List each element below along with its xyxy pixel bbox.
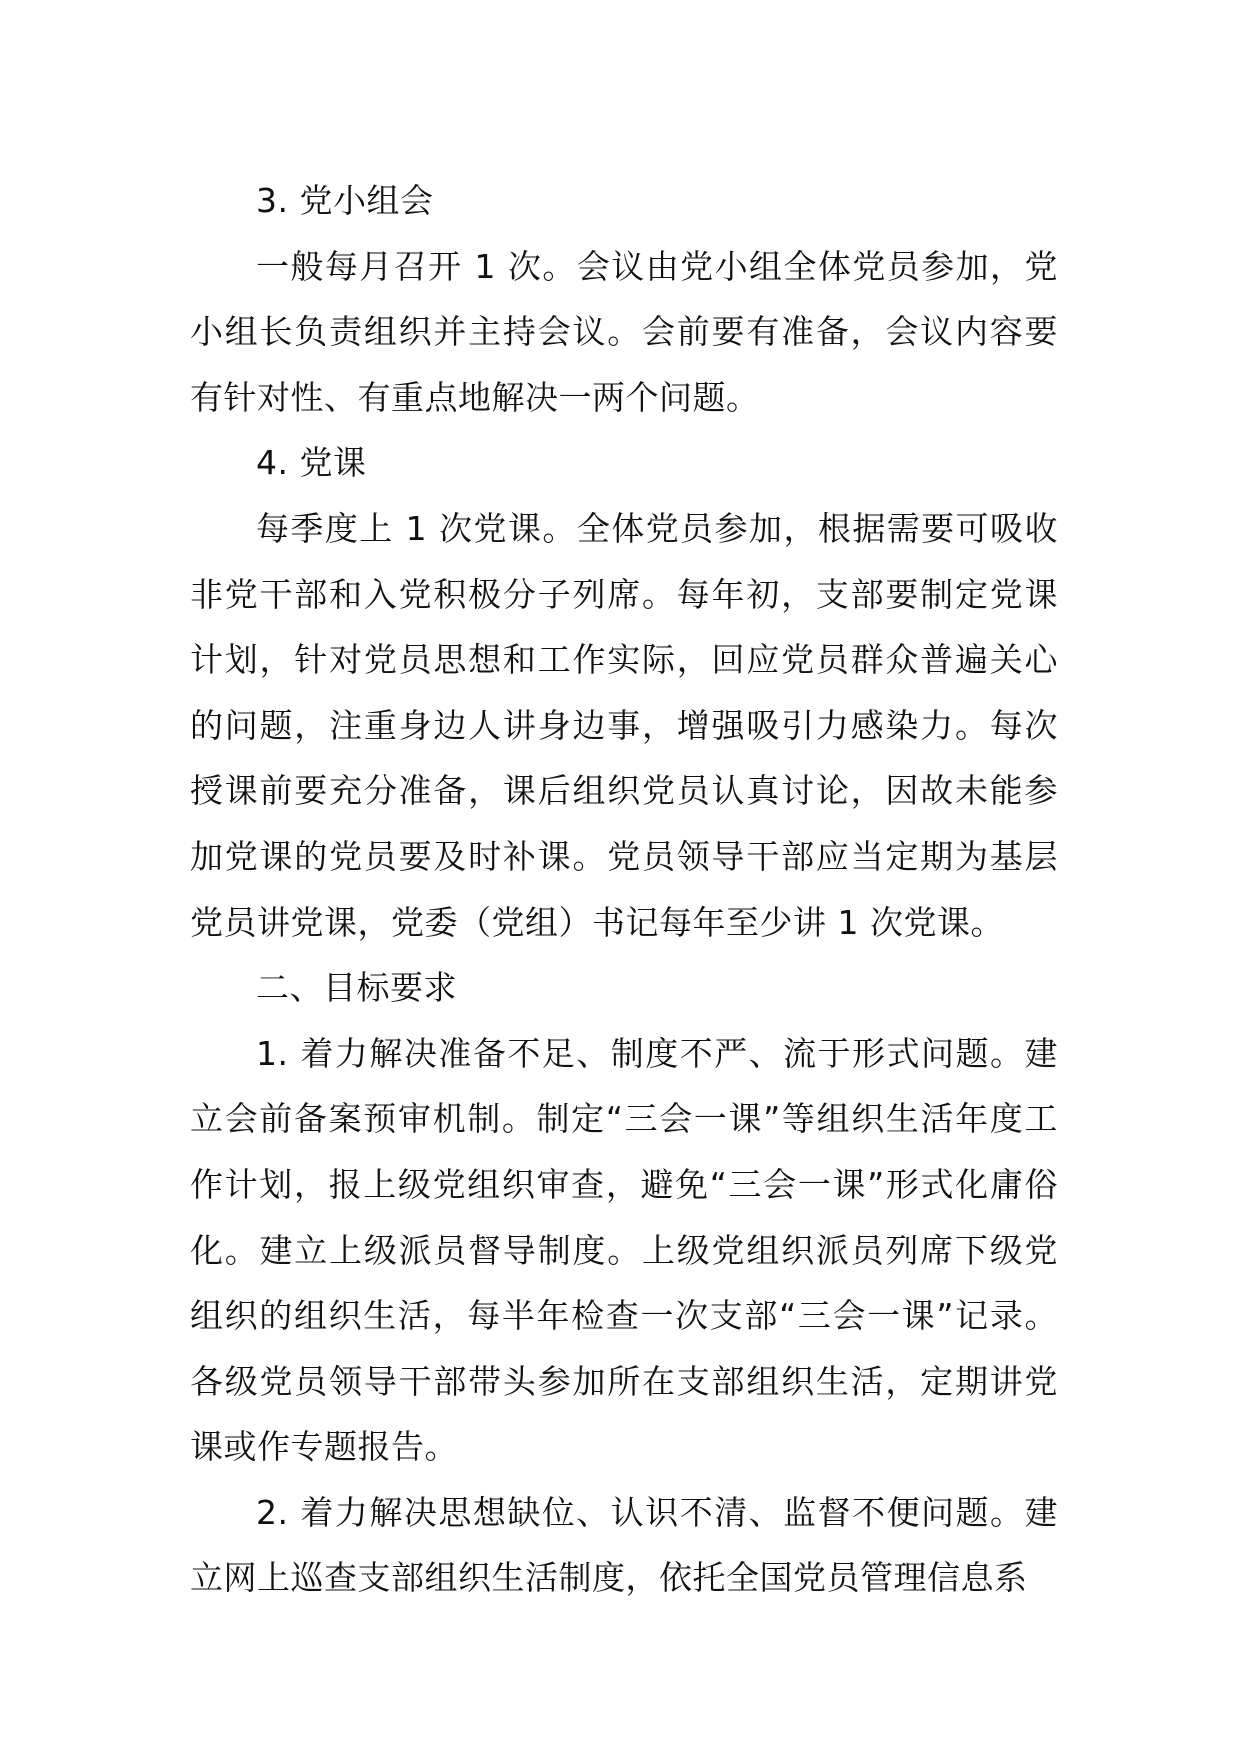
- document-body: [190, 168, 1058, 1611]
- paragraph-goal-2: 2. 着力解决思想缺位、认识不清、监督不便问题。建立网上巡查支部组织生活制度，依托全国党员管理信息系: [190, 1492, 1058, 1598]
- paragraph-party-lecture: 每季度上 1 次党课。全体党员参加，根据需要可吸收非党干部和入党积极分子列席。每年初，支部要制定党课计划，针对党员思想和工作实际，回应党员群众普遍关心的问题，注重身边人讲身边事，增强吸引力感染力。每次授课前要充分准备，课后组织党员认真讨论，因故未能参加党课的党员要及时补课。党员领导干部应当定期为基层党员讲党课，党委（党组）书记每年至少讲 1 次党课。: [190, 508, 1058, 942]
- subheading-party-lecture: 4. 党课: [256, 443, 367, 483]
- subheading-party-group-meeting: 3. 党小组会: [256, 181, 434, 220]
- paragraph-goal-1: 1. 着力解决准备不足、制度不严、流于形式问题。建立会前备案预审机制。制定“三会一课”等组织生活年度工作计划，报上级党组织审查，避免“三会一课”形式化庸俗化。建立上级派员督导制度。上级党组织派员列席下级党组织的组织生活，每半年检查一次支部“三会一课”记录。各级党员领导干部带头参加所在支部组织生活，定期讲党课或作专题报告。: [190, 1033, 1058, 1467]
- section-heading-goals: 二、目标要求: [256, 968, 457, 1008]
- paragraph-party-group-meeting: 一般每月召开 1 次。会议由党小组全体党员参加，党小组长负责组织并主持会议。会前要有准备，会议内容要有针对性、有重点地解决一两个问题。: [190, 246, 1058, 417]
